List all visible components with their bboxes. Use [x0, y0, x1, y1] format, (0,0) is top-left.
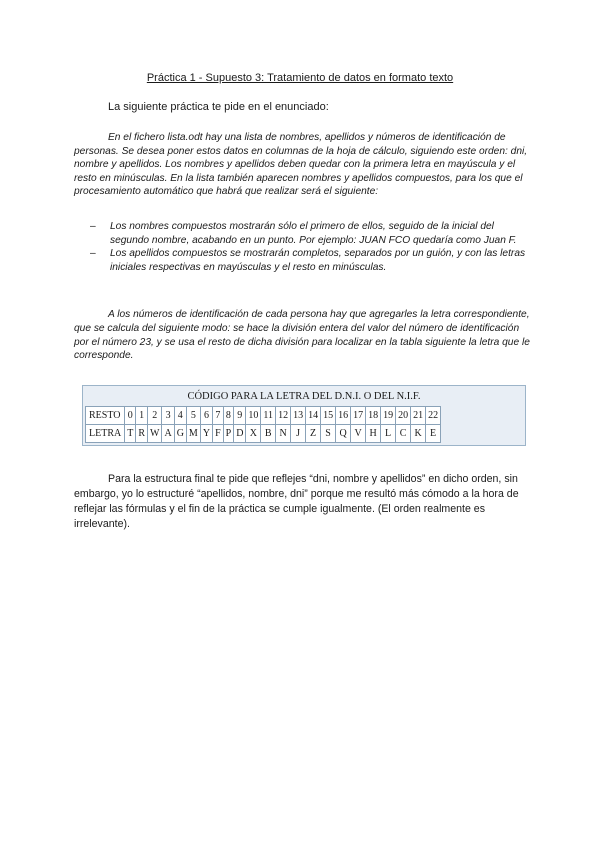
table-cell: E	[426, 425, 441, 443]
table-cell: Y	[200, 425, 212, 443]
table-cell: 7	[213, 407, 224, 425]
list-item	[74, 247, 532, 274]
paragraph-3-text: Para la estructura final te pide que reflejes “dni, nombre y apellidos” en dicho orden, sin embargo, yo lo estructuré “apellidos, nombre, dni” porque me resultó más cómodo a la hora de reflejar las fórmulas y el fin de la práctica se cumple igualmente. (El orden realmente es irrelevante).	[74, 473, 519, 530]
table-cell: C	[396, 425, 411, 443]
table-cell: 12	[276, 407, 291, 425]
bullet-list	[74, 220, 532, 274]
table-cell: 8	[223, 407, 234, 425]
table-cell: D	[234, 425, 246, 443]
table-cell: S	[321, 425, 336, 443]
table-cell: 2	[148, 407, 162, 425]
table-cell: H	[366, 425, 381, 443]
letter-code-table	[85, 406, 441, 443]
table-row	[86, 425, 441, 443]
table-cell: B	[261, 425, 276, 443]
table-cell: 10	[246, 407, 261, 425]
table-title: CÓDIGO PARA LA LETRA DEL D.N.I. O DEL N.I.F.	[187, 391, 421, 402]
table-cell: 18	[366, 407, 381, 425]
table-cell: X	[246, 425, 261, 443]
bullet-text: Los nombres compuestos mostrarán sólo el primero de ellos, seguido de la inicial del segundo nombre, acabando en un punto. Por ejemplo: JUAN FCO quedaría como Juan F.	[110, 221, 517, 246]
table-cell: W	[148, 425, 162, 443]
row-label-resto: RESTO	[86, 407, 125, 425]
table-cell: F	[213, 425, 224, 443]
table-cell: P	[223, 425, 234, 443]
table-cell: 9	[234, 407, 246, 425]
table-cell: M	[186, 425, 200, 443]
table-cell: 4	[174, 407, 186, 425]
statement-block	[74, 131, 532, 199]
table-cell: R	[136, 425, 148, 443]
table-cell: 6	[200, 407, 212, 425]
table-cell: 15	[321, 407, 336, 425]
table-cell: V	[351, 425, 366, 443]
table-cell: T	[125, 425, 136, 443]
table-cell: 0	[125, 407, 136, 425]
table-cell: J	[291, 425, 306, 443]
table-cell: Z	[306, 425, 321, 443]
paragraph-2	[74, 308, 532, 363]
table-cell: 14	[306, 407, 321, 425]
table-cell: G	[174, 425, 186, 443]
table-cell: L	[381, 425, 396, 443]
table-cell: K	[411, 425, 426, 443]
table-cell: 5	[186, 407, 200, 425]
table-cell: 11	[261, 407, 276, 425]
page-title: Práctica 1 - Supuesto 3: Tratamiento de datos en formato texto	[146, 72, 454, 84]
table-row	[86, 407, 441, 425]
paragraph-2-text: A los números de identificación de cada persona hay que agregarles la letra correspondiente, que se calcula del siguiente modo: se hace la división entera del valor del número de identificación por el número 23, y se usa el resto de dicha división para localizar en la tabla siguiente la letra que le corresponde.	[74, 309, 530, 362]
paragraph-3	[74, 472, 534, 532]
table-cell: 17	[351, 407, 366, 425]
table-cell: 20	[396, 407, 411, 425]
table-cell: 13	[291, 407, 306, 425]
table-cell: 21	[411, 407, 426, 425]
bullet-marker: –	[90, 248, 96, 260]
bullet-marker: –	[90, 221, 96, 232]
table-cell: 1	[136, 407, 148, 425]
table-cell: N	[276, 425, 291, 443]
table-cell: 16	[336, 407, 351, 425]
table-cell: 3	[162, 407, 174, 425]
intro-text: La siguiente práctica te pide en el enunciado:	[108, 101, 329, 113]
list-item	[74, 220, 532, 247]
row-label-letra: LETRA	[86, 425, 125, 443]
statement-paragraph: En el fichero lista.odt hay una lista de nombres, apellidos y números de identificación de personas. Se desea poner estos datos en columnas de la hoja de cálculo, siguiendo este orden: dni, nombre y apellidos. Los nombres y apellidos deben quedar con la primera letra en mayúscula y el resto en minúsculas. En la lista también aparecen nombres y apellidos compuestos, para los que el procesamiento automático que habrá que realizar será el siguiente:	[74, 132, 528, 198]
table-cell: 19	[381, 407, 396, 425]
dni-letter-table	[82, 385, 526, 446]
bullet-text: Los apellidos compuestos se mostrarán completos, separados por un guión, y con las letras iniciales respectivas en mayúsculas y el resto en minúsculas.	[110, 248, 526, 273]
table-cell: A	[162, 425, 174, 443]
table-cell: 22	[426, 407, 441, 425]
table-cell: Q	[336, 425, 351, 443]
